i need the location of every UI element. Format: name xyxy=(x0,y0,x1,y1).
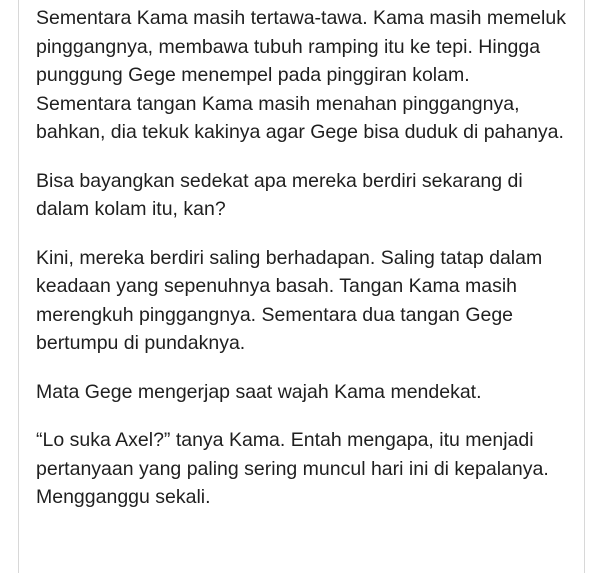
paragraph: “Lo suka Axel?” tanya Kama. Entah mengapa, itu menjadi pertanyaan yang paling sering muncul hari ini di kepalanya. Mengganggu sekali. xyxy=(36,429,549,508)
paragraph: Sementara Kama masih tertawa-tawa. Kama masih memeluk pinggangnya, membawa tubuh ramping itu ke tepi. Hingga punggung Gege menempel pada pinggiran kolam. Sementara tangan Kama masih menahan pinggangnya, bahkan, dia tekuk kakinya agar Gege bisa duduk di pahanya. xyxy=(36,7,566,143)
left-divider xyxy=(18,0,19,573)
right-divider xyxy=(584,0,585,573)
paragraph: Kini, mereka berdiri saling berhadapan. Saling tatap dalam keadaan yang sepenuhnya basah. Tangan Kama masih merengkuh pinggangnya. Sementara dua tangan Gege bertumpu di pundaknya. xyxy=(36,246,543,354)
paragraph: Mata Gege mengerjap saat wajah Kama mendekat. xyxy=(36,380,482,403)
article-body xyxy=(36,4,566,512)
paragraph: Bisa bayangkan sedekat apa mereka berdiri sekarang di dalam kolam itu, kan? xyxy=(36,169,523,220)
